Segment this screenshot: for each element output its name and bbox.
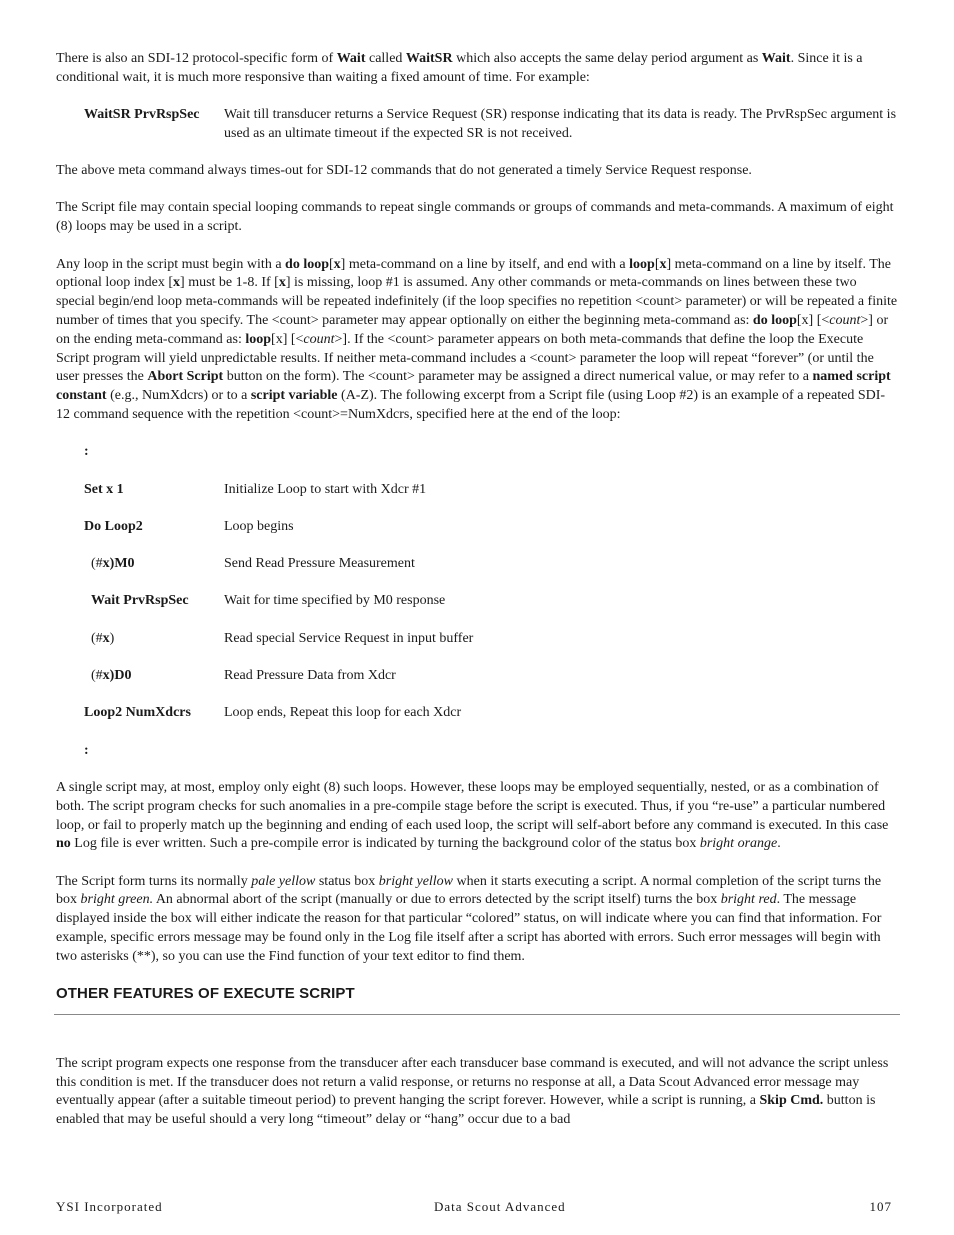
page-body [56,50,898,1149]
script-line: (#x) Read special Service Request in input buffer [91,630,474,646]
page-footer [56,1199,892,1217]
script-line: (#x)D0 Read Pressure Data from Xdcr [91,668,396,684]
footer-page-number: 107 [869,1199,892,1214]
section-heading: OTHER FEATURES OF EXECUTE SCRIPT [56,985,355,1003]
section-divider [54,1014,900,1015]
paragraph-loop-limits: A single script may, at most, employ only eight (8) such loops. However, these loops may be employed sequentially, nested, or as a combination of both. The script program checks for such anomalies in a pre-compile stage before the script is executed. Thus, if you “re-use” a particular numbered loop, or fail to properly match up the beginning and ending of each used loop, the script will self-abort before any command is executed. In this case no Log file is ever written. Such a pre-compile error is indicated by turning the background color of the status box bright orange. [56,779,889,852]
paragraph-timeout-note: The above meta command always times-out for SDI-12 commands that do not generated a timely Service Request response. [56,163,752,179]
paragraph-looping-intro: The Script file may contain special looping commands to repeat single commands or groups of commands and meta-commands. A maximum of eight (8) loops may be used in a script. [56,200,894,235]
script-line: Do Loop2 Loop begins [84,518,294,534]
waitsr-description: Wait till transducer returns a Service Request (SR) response indicating that its data is ready. The PrvRspSec argument is used as an ultimate timeout if the expected SR is not received. [224,107,897,141]
paragraph-skip-command: The script program expects one response from the transducer after each transducer base command is executed, and will not advance the script unless this condition is met. If the transducer does not return a valid response, or returns no response at all, a Data Scout Advanced error message may eventually appear (after a suitable timeout period) to prevent hanging the script forever. However, while a script is running, a Skip Cmd. button is enabled that may be useful should a very long “timeout” delay or “hang” occur due to a bad [56,1055,889,1128]
script-ellipsis-top: : [84,444,89,460]
script-line: Set x 1 Initialize Loop to start with Xdcr #1 [84,481,427,497]
waitsr-example [84,106,898,144]
paragraph-loop-syntax: Any loop in the script must begin with a do loop[x] meta-command on a line by itself, and end with a loop[x] meta-command on a line by itself. The optional loop index [x] must be 1-8. If [x] is missing, loop #1 is assumed. Any other commands or meta-commands on lines between these two special begin/end loop meta-commands will be repeated indefinitely (if the loop specifies no repetition <count> parameter) or will be repeated a finite number of times that you specify. The <count> parameter may appear optionally on either the beginning meta-command as: do loop[x] [<count>] or on the ending meta-command as: loop[x] [<count>]. If the <count> parameter appears on both meta-commands that define the loop the Execute Script program will yield unpredictable results. If neither meta-command includes a <count> parameter the loop will repeat “forever” (or until the user presses the Abort Script button on the form). The <count> parameter may be assigned a direct numerical value, or may refer to a named script constant (e.g., NumXdcrs) or to a script variable (A-Z). The following excerpt from a Script file (using Loop #2) is an example of a repeated SDI-12 command sequence with the repetition <count>=NumXdcrs, specified here at the end of the loop: [56,256,898,422]
script-line: Loop2 NumXdcrs Loop ends, Repeat this loop for each Xdcr [84,705,462,721]
paragraph-waitsr-intro: There is also an SDI-12 protocol-specific form of Wait called WaitSR which also accepts the same delay period argument as Wait. Since it is a conditional wait, it is much more responsive than waiting a fixed amount of time. For example: [56,51,863,85]
script-excerpt [84,443,898,760]
footer-product: Data Scout Advanced [434,1199,566,1214]
waitsr-term: WaitSR PrvRspSec [84,107,200,123]
footer-company: YSI Incorporated [56,1199,163,1214]
script-line: Wait PrvRspSec Wait for time specified by M0 response [91,593,446,609]
paragraph-status-colors: The Script form turns its normally pale yellow status box bright yellow when it starts executing a script. A normal completion of the script turns the box bright green. An abnormal abort of the script (manually or due to errors detected by the script itself) turns the box bright red. The message displayed inside the box will either indicate the reason for that particular “colored” status, on will indicate where you can find that information. For example, specific errors message may be found only in the Log file itself after a script has aborted with errors. Such error messages will begin with two asterisks (**), so you can use the Find function of your text editor to find them. [56,873,882,964]
script-ellipsis-bottom: : [84,742,89,758]
script-line: (#x)M0 Send Read Pressure Measurement [91,556,415,572]
